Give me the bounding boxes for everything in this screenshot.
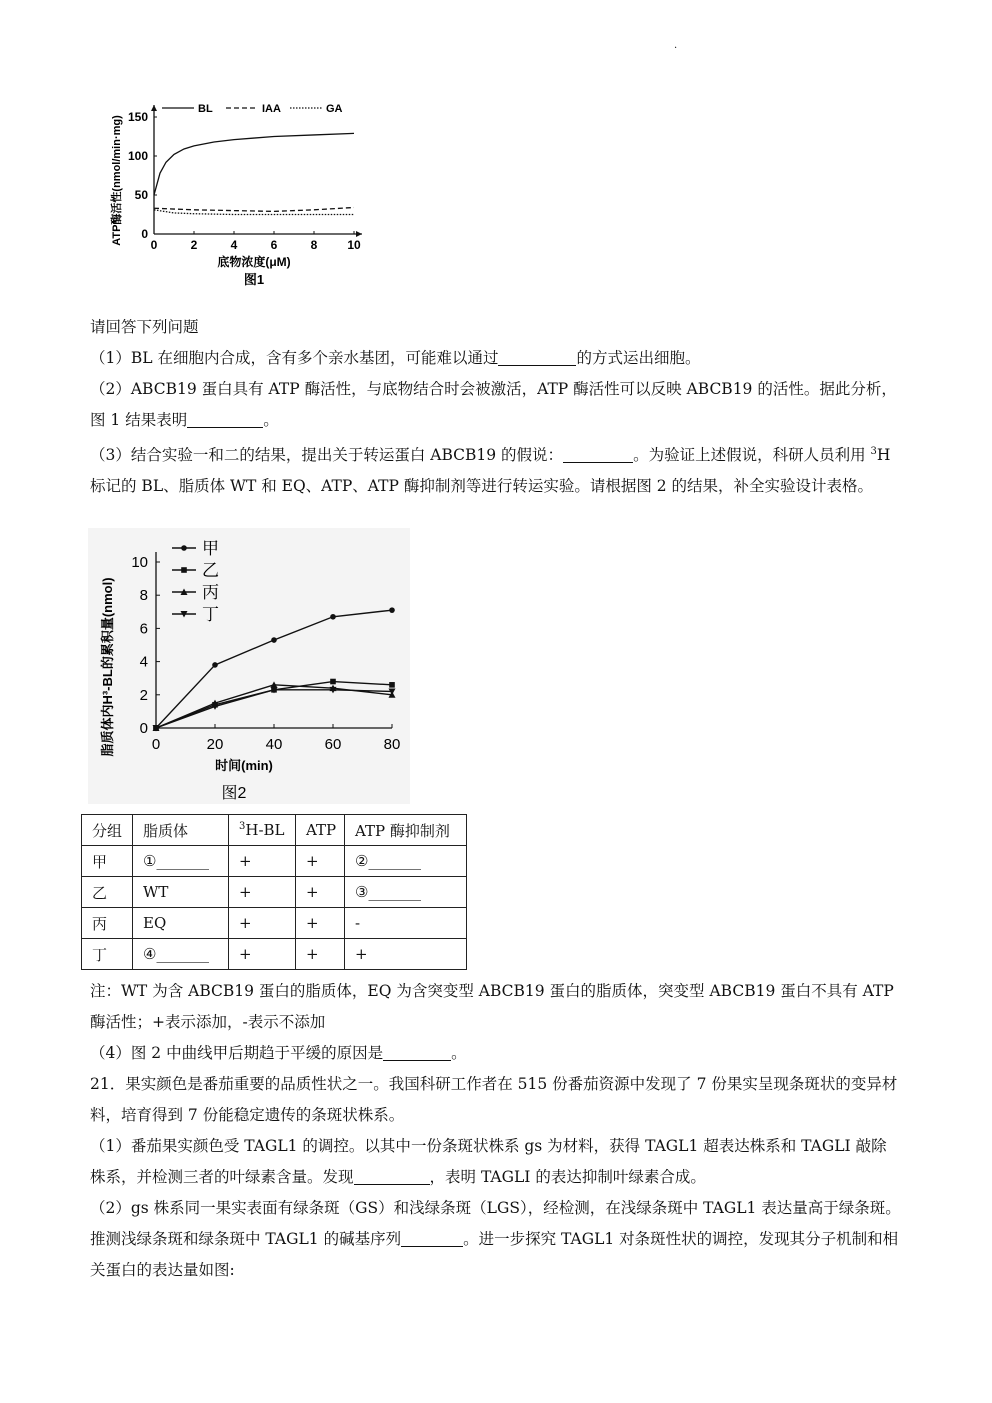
x-tick-label: 4 [230,238,238,252]
x-axis-arrow [356,231,362,237]
question-3 [90,436,902,502]
data-point [212,662,218,668]
header-group: 分组 [82,815,133,846]
x-axis-label: 底物浓度(μM) [217,255,291,269]
table-cell: - [345,908,467,939]
x-tick-label: 60 [324,736,342,753]
table-cell: EQ [133,908,229,939]
y-tick-label: 2 [139,686,148,704]
legend-label-4: 丁 [202,605,219,624]
header-h-bl-text: H-BL [245,821,285,839]
q3-text-b: 。为验证上述假说，科研人员利用 [633,446,871,465]
data-point [389,607,395,613]
table-cell: + [229,877,296,908]
series-line-iaa [154,207,354,211]
y-tick-label: 100 [127,149,148,163]
q2-answer-blank[interactable] [187,409,263,428]
q21-1-text-a: （1）番茄果实颜色受 TAGL1 的调控。以其中一份条斑状株系 gs 为材料，获得 TAGL1 超表达株系和 TAGLI 敲除株系，并检测三者的叶绿素含量。发现 [90,1137,887,1186]
legend-label-bl: BL [198,103,213,115]
table-cell: WT [133,877,229,908]
table-cell: + [345,939,467,970]
table-cell-blank-4[interactable]: ④_______ [133,939,229,970]
y-tick-label: 0 [141,227,148,241]
legend-label-2: 乙 [202,561,219,580]
table-cell: + [296,908,345,939]
legend-label-ga: GA [326,103,343,115]
table-cell: 丙 [82,908,133,939]
table-cell-blank-2[interactable]: ②_______ [345,846,467,877]
table-header-row [82,815,467,846]
x-tick-label: 0 [151,736,161,753]
figure-2-chart [88,528,418,808]
y-tick-label: 8 [139,587,148,605]
page-dot: . [674,40,678,51]
q3-superscript: 3 [870,446,877,457]
y-tick-label: 150 [127,110,148,124]
table-row [82,877,467,908]
figure-1-chart [100,88,390,298]
x-tick-label: 10 [347,238,361,252]
legend-marker-1 [181,545,187,551]
y-axis-label: 脂质体内H³-BL的累积量(nmol) [100,577,115,757]
q3-answer-blank[interactable] [563,444,633,463]
y-tick-label: 0 [139,720,148,737]
table-cell-blank-1[interactable]: ①_______ [133,846,229,877]
q21-2-text-b: 。进一步探究 TAGL1 对条斑性状的调控，发现其分子机制和相关蛋白的表达量如图: [90,1230,899,1279]
x-tick-label: 80 [383,736,401,753]
q4-text-b: 。 [451,1044,467,1062]
table-row [82,939,467,970]
x-tick-label: 20 [206,736,224,753]
experiment-table [81,814,467,970]
x-tick-label: 0 [150,238,158,252]
q4-answer-blank[interactable] [383,1042,451,1061]
q21-2-answer-blank[interactable] [401,1228,463,1247]
q2-text-a: （2）ABCB19 蛋白具有 ATP 酶活性，与底物结合时会被激活，ATP 酶活性可以反映 ABCB19 的活性。据此分析，图 1 结果表明 [90,380,897,429]
question-1 [90,343,902,374]
q4-text-a: （4）图 2 中曲线甲后期趋于平缓的原因是 [90,1044,384,1062]
data-point [330,614,336,620]
question-21-1 [90,1131,902,1193]
x-tick-label: 40 [265,736,283,753]
y-tick-label: 50 [134,188,148,202]
table-note: 注：WT 为含 ABCB19 蛋白的脂质体，EQ 为含突变型 ABCB19 蛋白的脂质体，突变型 ABCB19 蛋白不具有 ATP 酶活性；+表示添加，-表示不添加 [90,982,894,1031]
table-row [82,846,467,877]
question-2 [90,374,902,436]
legend-label-iaa: IAA [262,103,281,115]
header-inhibitor: ATP 酶抑制剂 [345,815,467,846]
table-cell: + [296,939,345,970]
table-cell: 甲 [82,846,133,877]
header-h-bl-sup: 3 [239,821,246,832]
question-21: 21．果实颜色是番茄重要的品质性状之一。我国科研工作者在 515 份番茄资源中发现了 7 份果实呈现条斑状的变异材料，培育得到 7 份能稳定遗传的条斑状株系。 [90,1075,898,1124]
table-cell: + [296,846,345,877]
legend-label-3: 丙 [202,583,219,602]
y-axis-label: ATP酶活性(nmol/min·mg) [111,115,123,246]
q3-text-a: （3）结合实验一和二的结果，提出关于转运蛋白 ABCB19 的假说： [90,446,564,465]
y-axis-arrow [151,105,157,111]
table-cell: + [229,908,296,939]
figure-1-label: 图1 [243,272,265,287]
table-cell: 乙 [82,877,133,908]
data-point [330,679,336,685]
q21-1-text-b: ，表明 TAGLI 的表达抑制叶绿素合成。 [429,1168,706,1186]
x-tick-label: 6 [270,238,278,252]
x-tick-label: 2 [190,238,198,252]
q21-2-text-a: （2）gs 株系同一果实表面有绿条斑（GS）和浅绿条斑（LGS），经检测，在浅绿条斑中 TAGL1 表达量高于绿条斑。推测浅绿条斑和绿条斑中 TAGL1 的碱基序列 [90,1199,901,1248]
header-atp: ATP [296,815,345,846]
table-cell: + [296,877,345,908]
q3-text-c: H 标记的 BL、脂质体 WT 和 EQ、ATP、ATP 酶抑制剂等进行转运实验。请根据图 2 的结果，补全实验设计表格。 [90,446,891,496]
header-liposome: 脂质体 [133,815,229,846]
intro-text: 请回答下列问题 [90,318,199,336]
legend-marker-2 [181,567,187,573]
q1-answer-blank[interactable] [498,347,576,366]
header-h-bl [229,815,296,846]
question-4 [90,1038,902,1069]
legend-label-1: 甲 [202,539,219,558]
q1-text-a: （1）BL 在细胞内合成，含有多个亲水基团，可能难以通过 [90,349,499,367]
series-line-bl [154,133,354,195]
table-row [82,908,467,939]
x-axis-label: 时间(min) [215,758,273,773]
table-cell-blank-3[interactable]: ③_______ [345,877,467,908]
q2-text-b: 。 [263,411,279,429]
y-tick-label: 4 [139,653,148,671]
y-tick-label: 10 [131,554,148,571]
y-tick-label: 6 [139,620,148,638]
table-cell: + [229,846,296,877]
data-point [389,682,395,688]
table-cell: 丁 [82,939,133,970]
x-tick-label: 8 [310,238,318,252]
data-point [271,637,277,643]
question-21-2 [90,1193,902,1286]
figure-2-label: 图2 [221,785,247,802]
q1-text-b: 的方式运出细胞。 [576,349,701,367]
table-cell: + [229,939,296,970]
q21-1-answer-blank[interactable] [354,1166,430,1185]
